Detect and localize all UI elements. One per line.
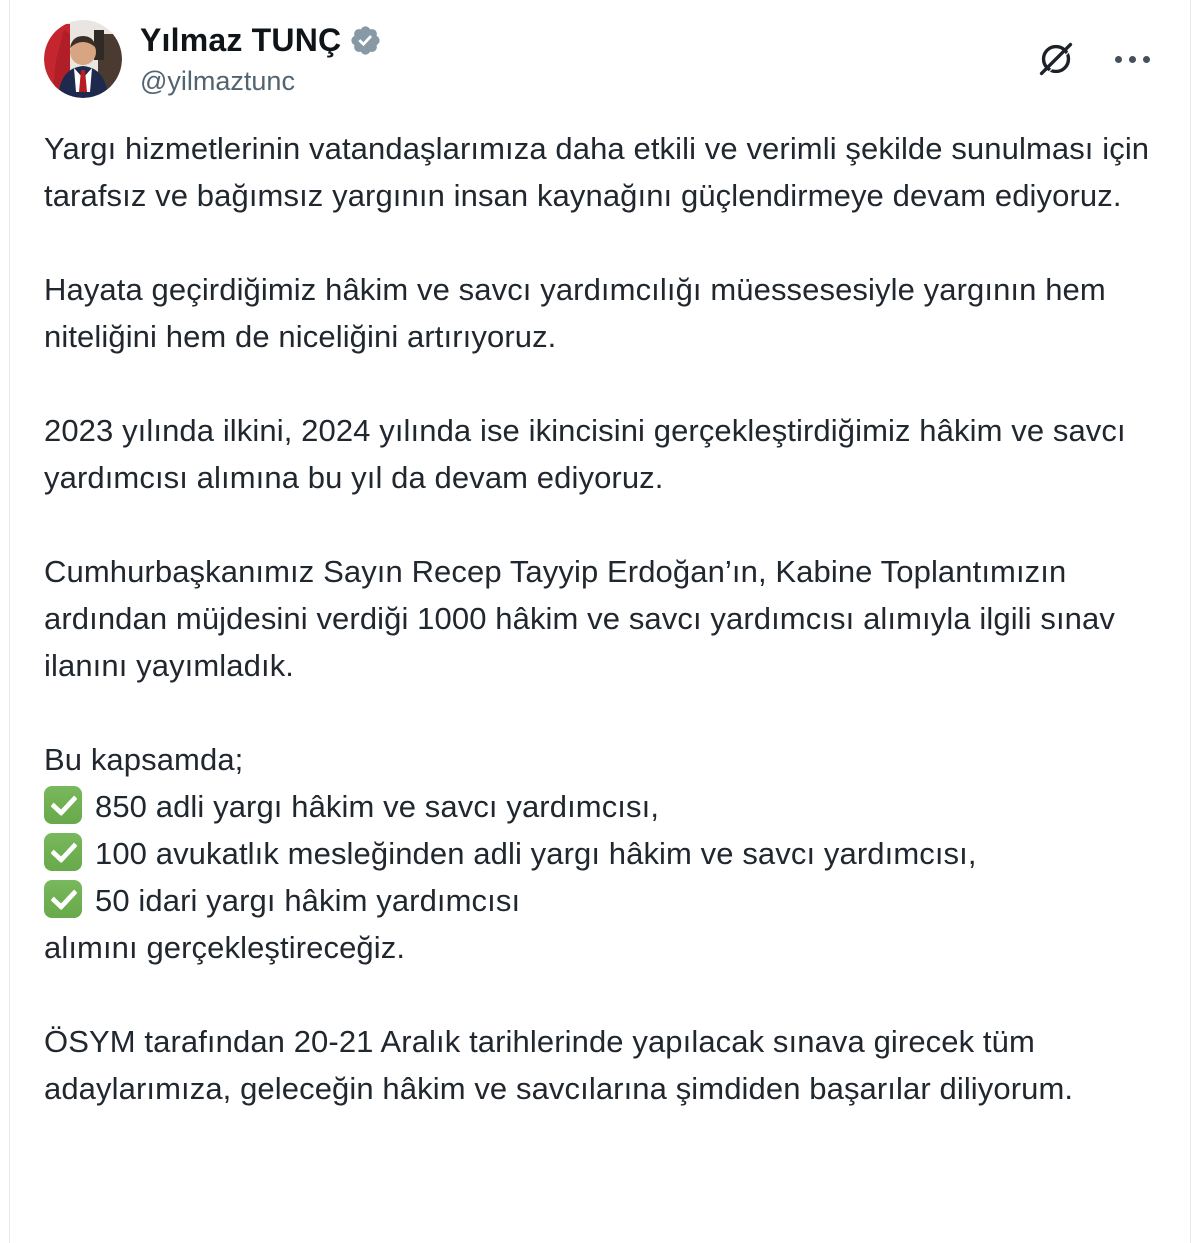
- list-intro: Bu kapsamda;: [44, 742, 244, 777]
- tweet-card: [9, 0, 1191, 1243]
- check-item-text: 100 avukatlık mesleğinden adli yargı hâkim ve savcı yardımcısı,: [95, 836, 977, 871]
- tweet-check-list: [44, 736, 1156, 971]
- avatar[interactable]: [44, 20, 122, 98]
- tweet-header: [44, 20, 1156, 98]
- check-mark-emoji-icon: [44, 786, 82, 824]
- grok-icon: [1035, 38, 1077, 80]
- ellipsis-icon: [1115, 56, 1150, 63]
- tweet-paragraph: Yargı hizmetlerinin vatandaşlarımıza daha etkili ve verimli şekilde sunulması için tarafsız ve bağımsız yargının insan kaynağını güçlendirmeye devam ediyoruz.: [44, 131, 1150, 213]
- verified-badge-icon[interactable]: [349, 24, 382, 57]
- tweet-paragraph: Hayata geçirdiğimiz hâkim ve savcı yardımcılığı müessesesiyle yargının hem niteliğini hem de niceliğini artırıyoruz.: [44, 272, 1106, 354]
- display-name[interactable]: Yılmaz TUNÇ: [140, 22, 342, 58]
- list-outro: alımını gerçekleştireceğiz.: [44, 930, 406, 965]
- more-options-button[interactable]: [1111, 52, 1154, 67]
- tweet-paragraph: Cumhurbaşkanımız Sayın Recep Tayyip Erdoğan’ın, Kabine Toplantımızın ardından müjdesini verdiği 1000 hâkim ve savcı yardımcısı alımıyla ilgili sınav ilanını yayımladık.: [44, 554, 1115, 683]
- tweet-paragraph-closing: ÖSYM tarafından 20-21 Aralık tarihlerinde yapılacak sınava girecek tüm adaylarımıza, geleceğin hâkim ve savcılarına şimdiden başarılar diliyorum.: [44, 1024, 1074, 1106]
- check-list-item: [44, 830, 1156, 877]
- check-list-item: [44, 877, 1156, 924]
- check-mark-emoji-icon: [44, 880, 82, 918]
- user-block: [140, 20, 382, 97]
- check-list-item: [44, 783, 1156, 830]
- user-handle[interactable]: @yilmaztunc: [140, 66, 295, 96]
- tweet-text: [44, 125, 1156, 1112]
- header-actions: [1031, 20, 1156, 84]
- check-item-text: 850 adli yargı hâkim ve savcı yardımcısı,: [95, 789, 660, 824]
- grok-actions-button[interactable]: [1031, 34, 1081, 84]
- tweet-paragraph: 2023 yılında ilkini, 2024 yılında ise ikincisini gerçekleştirdiğimiz hâkim ve savcı yardımcısı alımına bu yıl da devam ediyoruz.: [44, 413, 1126, 495]
- check-mark-emoji-icon: [44, 833, 82, 871]
- avatar-image: [44, 20, 122, 98]
- check-item-text: 50 idari yargı hâkim yardımcısı: [95, 883, 521, 918]
